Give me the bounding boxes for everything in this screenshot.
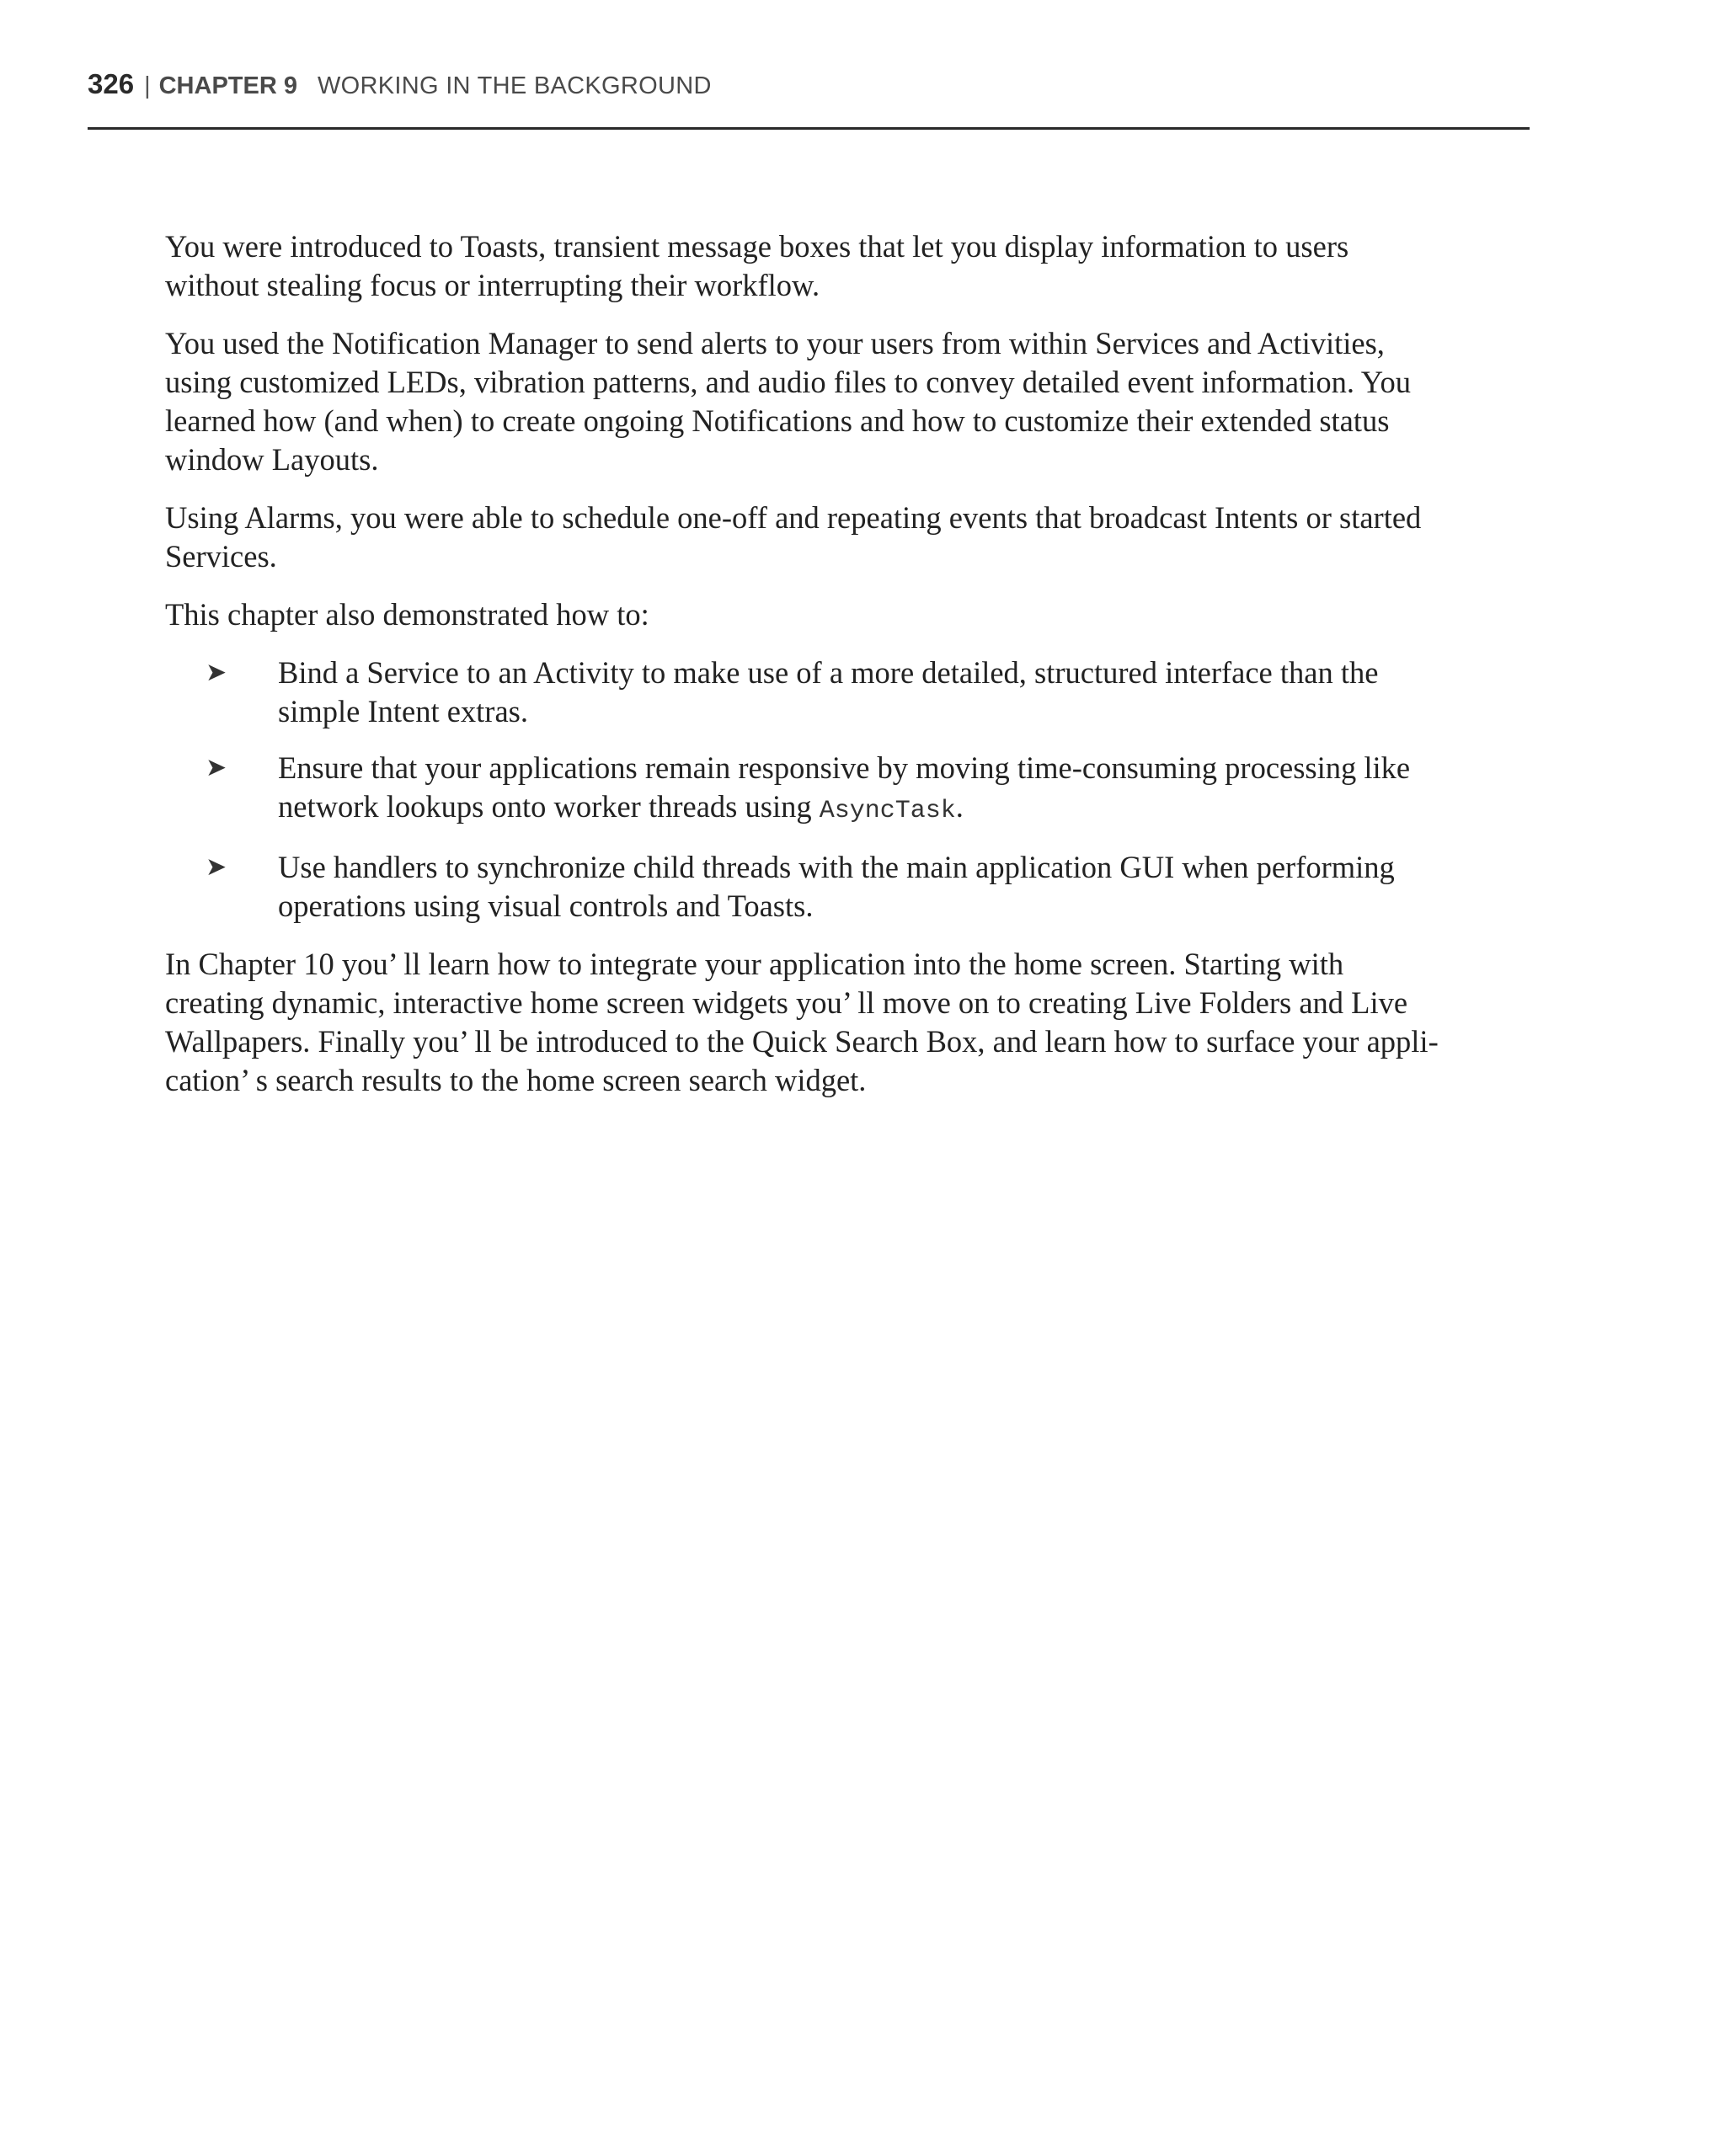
list-item [165, 654, 1563, 731]
bullet-text: Use handlers to synchronize child threads with the main application GUI when performing operations using visual controls and Toasts. [278, 850, 1395, 923]
running-header [88, 66, 1530, 130]
paragraph-toasts: You were introduced to Toasts, transient message boxes that let you display information to users without stealing focus or interrupting their workflow. [165, 229, 1349, 302]
bullet-text-main: Ensure that your applications remain responsive by moving time-consuming processing like network lookups onto worker threads using [278, 750, 1411, 824]
summary-bullet-list [165, 654, 1563, 926]
arrow-bullet-icon: ➤ [206, 658, 227, 687]
paragraph-notifications: You used the Notification Manager to send alerts to your users from within Services and Activities, using customized LEDs, vibration patterns, and audio files to convey detailed event information. You learned how (and when) to create ongoing Notifications and how to customize their extended status window Layouts. [165, 326, 1411, 477]
bullet-text: Bind a Service to an Activity to make use of a more detailed, structured interface than the simple Intent extras. [278, 655, 1379, 728]
header-separator: | [144, 72, 151, 99]
arrow-bullet-icon: ➤ [206, 753, 227, 782]
bullet-text-end: . [955, 789, 964, 824]
paragraph-next-chapter: In Chapter 10 you’ ll learn how to integrate your application into the home screen. Starting with creating dynamic, interactive home screen widgets you’ ll move on to creating Live Folders and Live Wallpapers. Finally you’ ll be introduced to the Quick Search Box, and learn how to surface your appli- cation’ s search results to the home screen search widget. [165, 947, 1439, 1097]
chapter-title: WORKING IN THE BACKGROUND [317, 72, 712, 99]
page-body [165, 227, 1563, 1119]
paragraph-alarms: Using Alarms, you were able to schedule one-off and repeating events that broadcast Intents or started Services. [165, 500, 1422, 574]
paragraph-intro-list: This chapter also demonstrated how to: [165, 597, 649, 632]
code-asynctask: AsyncTask [819, 797, 956, 825]
list-item [165, 848, 1563, 926]
chapter-label: CHAPTER 9 [158, 72, 297, 99]
arrow-bullet-icon: ➤ [206, 852, 227, 882]
header-line [88, 66, 1530, 104]
page-number: 326 [88, 68, 135, 99]
bullet-text [278, 750, 1410, 824]
list-item [165, 749, 1563, 830]
